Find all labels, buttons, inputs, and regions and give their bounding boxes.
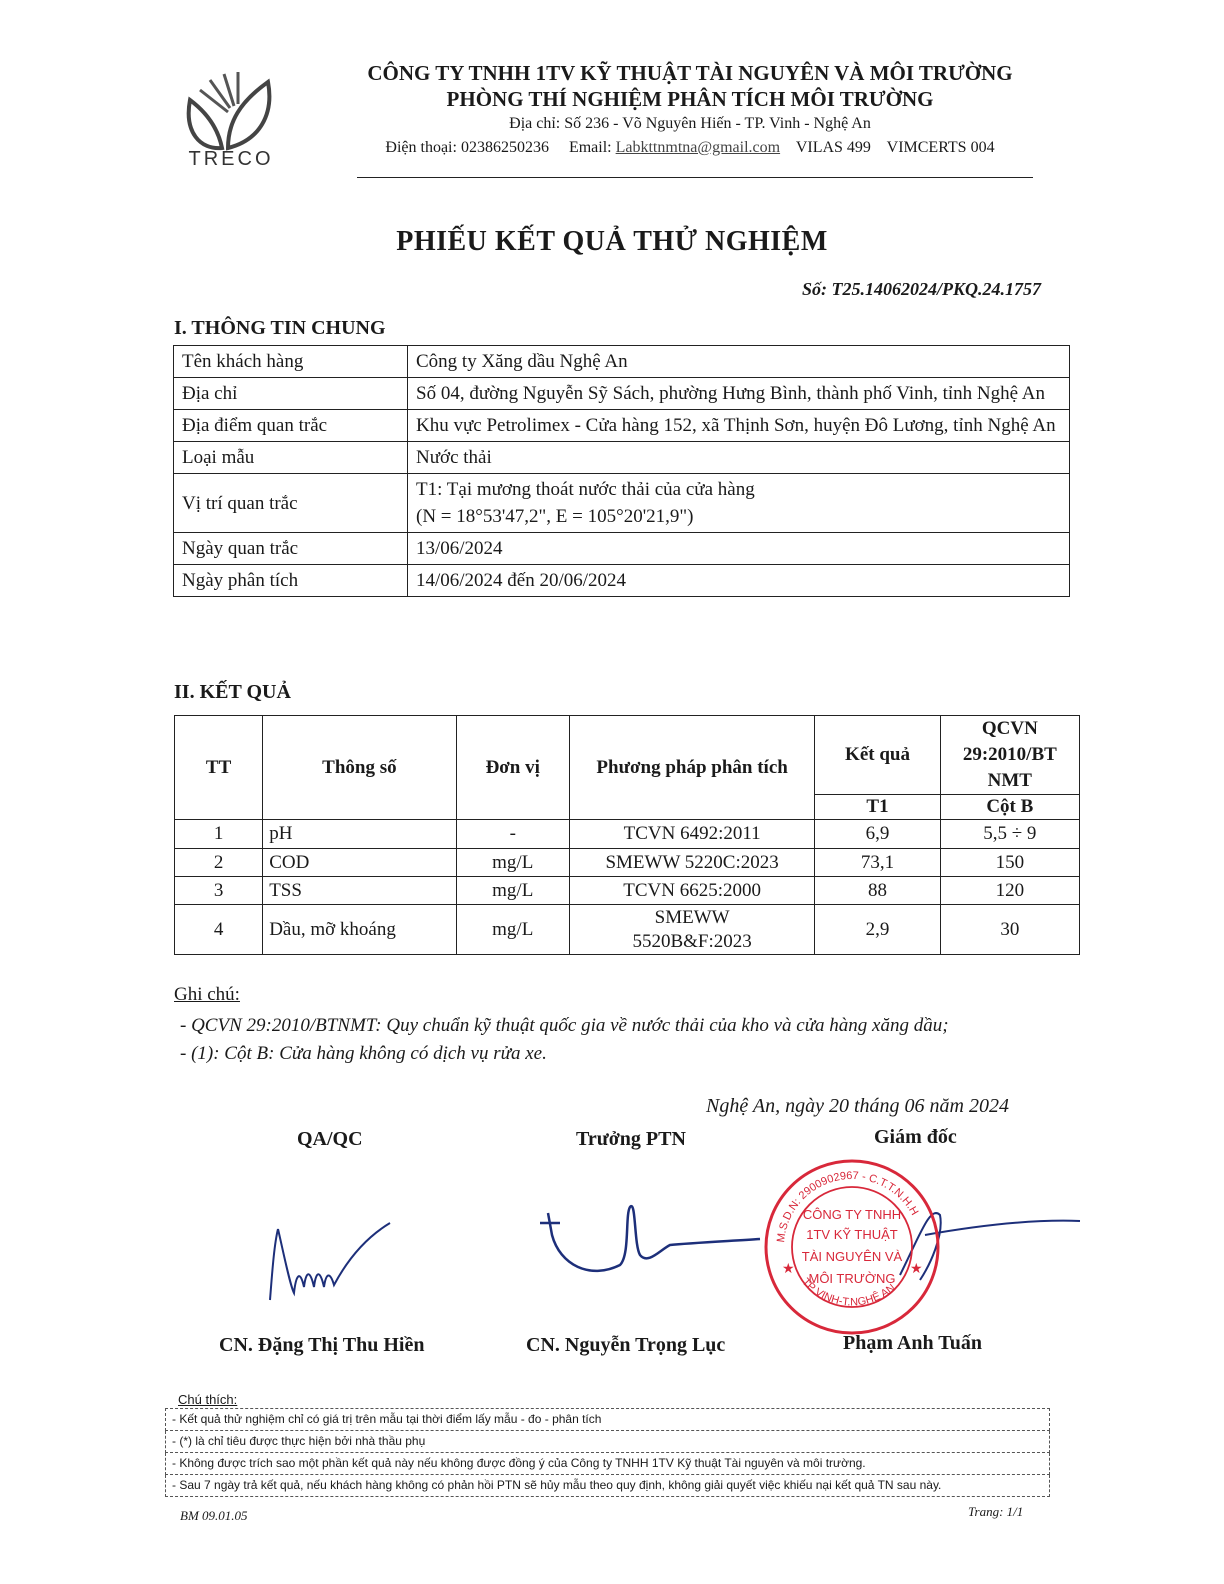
col-header-tt: TT — [175, 716, 263, 820]
lab-name: PHÒNG THÍ NGHIỆM PHÂN TÍCH MÔI TRƯỜNG — [446, 87, 934, 111]
table-header-row — [175, 716, 1080, 795]
info-value: Nước thải — [408, 442, 1070, 474]
company-stamp — [762, 1157, 942, 1337]
info-label: Vị trí quan trắc — [174, 474, 408, 533]
table-row — [175, 877, 1080, 905]
info-label: Tên khách hàng — [174, 346, 408, 378]
info-value: Số 04, đường Nguyễn Sỹ Sách, phường Hưng Bình, thành phố Vinh, tỉnh Nghệ An — [408, 378, 1070, 410]
cell-param: Dầu, mỡ khoáng — [263, 905, 456, 955]
cell-unit: mg/L — [456, 849, 569, 877]
table-row — [174, 565, 1070, 597]
header-divider — [357, 177, 1033, 178]
cell-method: SMEWW 5520B&F:2023 — [569, 905, 815, 955]
cell-result: 6,9 — [815, 820, 940, 849]
footer-label: Chú thích: — [178, 1392, 238, 1407]
cell-method: TCVN 6492:2011 — [569, 820, 815, 849]
col-header-unit: Đơn vị — [456, 716, 569, 820]
info-label: Loại mẫu — [174, 442, 408, 474]
cell-tt: 3 — [175, 877, 263, 905]
form-code: BM 09.01.05 — [180, 1508, 248, 1523]
table-row — [174, 378, 1070, 410]
cell-result: 2,9 — [815, 905, 940, 955]
document-title: PHIẾU KẾT QUẢ THỬ NGHIỆM — [396, 226, 828, 257]
table-row — [174, 442, 1070, 474]
table-row — [174, 533, 1070, 565]
notes-body — [174, 1012, 1034, 1068]
cell-method: TCVN 6625:2000 — [569, 877, 815, 905]
info-value: 14/06/2024 đến 20/06/2024 — [408, 565, 1070, 597]
section1-heading: I. THÔNG TIN CHUNG — [174, 317, 386, 339]
info-label: Ngày phân tích — [174, 565, 408, 597]
cell-tt: 2 — [175, 849, 263, 877]
stamp-line-4: MÔI TRƯỜNG — [808, 1271, 896, 1286]
cell-limit: 30 — [940, 905, 1079, 955]
footer-line: - (*) là chỉ tiêu được thực hiện bởi nhà thầu phụ — [165, 1431, 1050, 1453]
contact-line — [330, 139, 1050, 157]
table-row — [174, 346, 1070, 378]
stamp-line-1: CÔNG TY TNHH — [802, 1207, 902, 1222]
document-number: Số: T25.14062024/PKQ.24.1757 — [801, 279, 1041, 299]
note-line: - QCVN 29:2010/BTNMT: Quy chuẩn kỹ thuật quốc gia về nước thải của kho và cửa hàng xăng dầu; — [180, 1015, 949, 1036]
qa-name: CN. Đặng Thị Thu Hiền — [219, 1334, 425, 1356]
phone-text: Điện thoại: 02386250236 — [385, 139, 549, 156]
cell-unit: - — [456, 820, 569, 849]
table-row — [174, 474, 1070, 533]
stamp-line-2: 1TV KỸ THUẬT — [806, 1227, 898, 1242]
col-header-param: Thông số — [263, 716, 456, 820]
location-desc: T1: Tại mương thoát nước thải của cửa hàng — [416, 479, 755, 500]
cell-result: 73,1 — [815, 849, 940, 877]
page-number: Trang: 1/1 — [968, 1504, 1024, 1519]
email-label: Email: — [568, 139, 612, 156]
table-row — [174, 410, 1070, 442]
cell-tt: 1 — [175, 820, 263, 849]
table-row — [175, 905, 1080, 955]
footer-line: - Không được trích sao một phần kết quả này nếu không được đồng ý của Công ty TNHH 1TV Kỹ thuật Tài nguyên và môi trường. — [165, 1453, 1050, 1475]
email-link[interactable]: Labkttnmtna@gmail.com — [615, 139, 781, 156]
cell-method: SMEWW 5220C:2023 — [569, 849, 815, 877]
info-value: 13/06/2024 — [408, 533, 1070, 565]
date-place: Nghệ An, ngày 20 tháng 06 năm 2024 — [706, 1095, 1009, 1117]
info-label: Địa chỉ — [174, 378, 408, 410]
general-info-table — [173, 345, 1070, 597]
director-title: Giám đốc — [874, 1126, 957, 1148]
info-label: Địa điểm quan trắc — [174, 410, 408, 442]
lab-head-title: Trưởng PTN — [576, 1128, 686, 1150]
info-value: Khu vực Petrolimex - Cửa hàng 152, xã Thịnh Sơn, huyện Đô Lương, tỉnh Nghệ An — [408, 410, 1070, 442]
qa-title: QA/QC — [297, 1128, 363, 1150]
cell-unit: mg/L — [456, 877, 569, 905]
table-row — [175, 820, 1080, 849]
cell-param: COD — [263, 849, 456, 877]
col-header-result: Kết quả — [815, 716, 940, 795]
qa-signature — [250, 1215, 400, 1315]
cell-unit: mg/L — [456, 905, 569, 955]
cell-limit: 150 — [940, 849, 1079, 877]
col-header-qcvn: QCVN 29:2010/BT NMT — [940, 716, 1079, 795]
footer-notes — [165, 1392, 1050, 1497]
stamp-line-3: TÀI NGUYÊN VÀ — [801, 1249, 903, 1264]
stamp-star-icon: ★ — [782, 1262, 795, 1277]
section2-heading: II. KẾT QUẢ — [174, 681, 291, 703]
cell-limit: 5,5 ÷ 9 — [940, 820, 1079, 849]
stamp-top-text: M.S.D.N: 2900902967 - C.T.T.N.H.H — [775, 1169, 921, 1244]
footer-line: - Sau 7 ngày trả kết quả, nếu khách hàng không có phản hồi PTN sẽ hủy mẫu theo quy định, không giải quyết việc khiếu nại kết quả TN sau này. — [165, 1475, 1050, 1497]
vilas-code: VILAS 499 — [795, 139, 871, 156]
col-subheader-t1: T1 — [815, 795, 940, 820]
info-value — [408, 474, 1070, 533]
col-header-method: Phương pháp phân tích — [569, 716, 815, 820]
col-subheader-cotb: Cột B — [940, 795, 1079, 820]
info-label: Ngày quan trắc — [174, 533, 408, 565]
notes-label: Ghi chú: — [174, 984, 240, 1005]
stamp-star-icon: ★ — [910, 1262, 923, 1277]
results-table — [174, 715, 1080, 955]
cell-param: TSS — [263, 877, 456, 905]
company-name: CÔNG TY TNHH 1TV KỸ THUẬT TÀI NGUYÊN VÀ MÔI TRƯỜNG — [367, 61, 1013, 85]
company-address: Địa chỉ: Số 236 - Võ Nguyên Hiến - TP. Vinh - Nghệ An — [509, 115, 871, 132]
logo-text: TRECO — [188, 148, 274, 170]
note-line: - (1): Cột B: Cửa hàng không có dịch vụ rửa xe. — [180, 1043, 547, 1064]
location-coords: (N = 18°53'47,2", E = 105°20'21,9") — [416, 506, 694, 527]
info-value: Công ty Xăng dầu Nghệ An — [408, 346, 1070, 378]
stamp-bottom-text: TP VINH-T.NGHỆ AN — [799, 1276, 898, 1309]
lab-head-name: CN. Nguyễn Trọng Lục — [526, 1334, 726, 1356]
cell-limit: 120 — [940, 877, 1079, 905]
vimcerts-code: VIMCERTS 004 — [886, 139, 995, 156]
cell-result: 88 — [815, 877, 940, 905]
director-name: Phạm Anh Tuấn — [843, 1332, 982, 1354]
lab-head-signature — [530, 1195, 770, 1295]
table-row — [175, 849, 1080, 877]
cell-tt: 4 — [175, 905, 263, 955]
cell-param: pH — [263, 820, 456, 849]
footer-line: - Kết quả thử nghiệm chỉ có giá trị trên mẫu tại thời điểm lấy mẫu - đo - phân tích — [165, 1408, 1050, 1431]
